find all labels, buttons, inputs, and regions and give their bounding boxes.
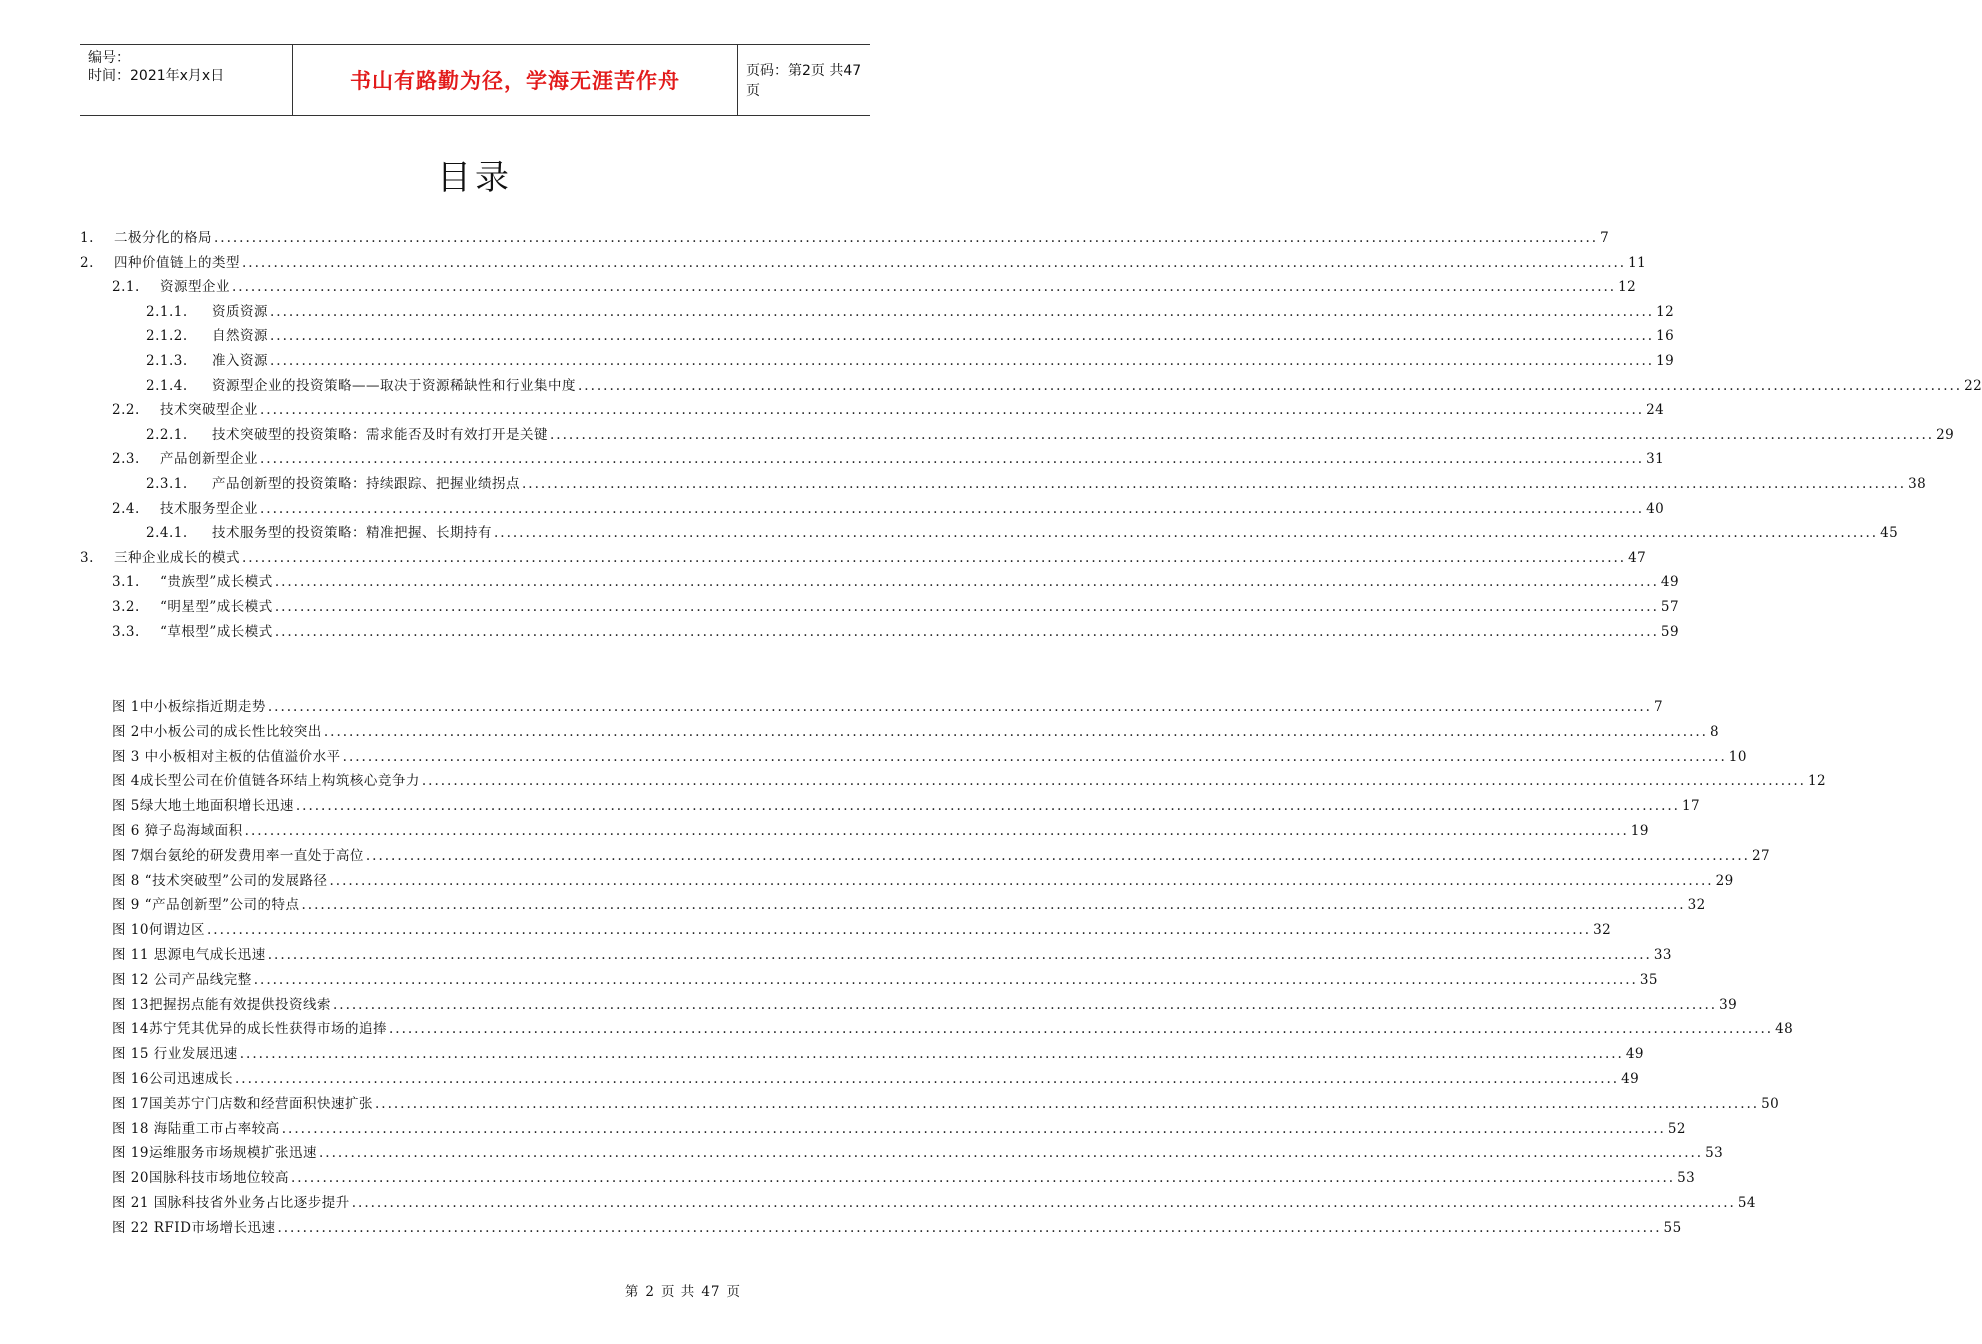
dot-leader: ............................................................................................................................................................................................................................ bbox=[267, 699, 1652, 715]
toc-entry-title: 技术突破型的投资策略：需求能否及时有效打开是关键 bbox=[212, 426, 548, 443]
toc-entry-number: 2.4. bbox=[112, 500, 140, 517]
toc-entry[interactable] bbox=[80, 275, 1637, 300]
toc-entry[interactable] bbox=[80, 300, 1675, 325]
figure-entry-page: 54 bbox=[1737, 1194, 1757, 1211]
toc-entry-title: “贵族型”成长模式 bbox=[160, 574, 273, 591]
figure-entry[interactable] bbox=[112, 1067, 1640, 1092]
toc-entry-title: 二极分化的格局 bbox=[114, 230, 212, 246]
figure-entry[interactable] bbox=[112, 819, 1649, 844]
toc-entry-page: 19 bbox=[1656, 352, 1675, 369]
toc-entry-page: 11 bbox=[1628, 254, 1647, 271]
figure-entry-page: 32 bbox=[1593, 922, 1612, 939]
figure-entry-title: 图 5绿大地土地面积增长迅速 bbox=[112, 798, 294, 815]
toc-entry-number: 2.1.3. bbox=[146, 352, 188, 369]
footer-page: 2 bbox=[645, 1284, 656, 1300]
figure-entry-page: 33 bbox=[1653, 946, 1673, 963]
toc-entry-page: 16 bbox=[1656, 328, 1675, 345]
figure-entry-page: 10 bbox=[1728, 748, 1747, 765]
toc-entry-title: 准入资源 bbox=[212, 352, 268, 369]
figure-entry[interactable] bbox=[112, 1092, 1780, 1117]
figure-entry-title: 图 17国美苏宁门店数和经营面积快速扩张 bbox=[112, 1095, 373, 1112]
figure-entry[interactable] bbox=[112, 720, 1720, 745]
figure-entry-title: 图 13把握拐点能有效提供投资线索 bbox=[112, 996, 331, 1013]
toc-entry-number: 2.1.2. bbox=[146, 328, 188, 345]
figure-entry-title: 图 12 公司产品线完整 bbox=[112, 971, 252, 988]
figure-entry-title: 图 10何谓边区 bbox=[112, 922, 205, 939]
figure-entry-title: 图 22 RFID市场增长迅速 bbox=[112, 1219, 276, 1236]
dot-leader: ............................................................................................................................................................................................................................ bbox=[281, 1120, 1666, 1137]
dot-leader: ............................................................................................................................................................................................................................ bbox=[242, 549, 1627, 566]
figure-entry[interactable] bbox=[112, 1141, 1724, 1166]
figure-entry[interactable] bbox=[112, 1117, 1687, 1142]
dot-leader: ............................................................................................................................................................................................................................ bbox=[295, 798, 1680, 815]
toc-entry-number: 2.3.1. bbox=[146, 475, 188, 492]
dot-leader: ............................................................................................................................................................................................................................ bbox=[351, 1194, 1736, 1211]
figure-entry[interactable] bbox=[112, 844, 1771, 869]
toc-entry-page: 45 bbox=[1880, 525, 1899, 542]
header-page-label: 页码：第2页 共47页 bbox=[746, 63, 862, 99]
dot-leader: ............................................................................................................................................................................................................................ bbox=[244, 822, 1629, 839]
figure-entry-title: 图 18 海陆重工市占率较高 bbox=[112, 1120, 280, 1137]
dot-leader: ............................................................................................................................................................................................................................ bbox=[253, 971, 1638, 988]
footer-mid: 页 共 bbox=[661, 1284, 696, 1300]
figure-entry-title: 图 16公司迅速成长 bbox=[112, 1070, 233, 1087]
toc-entry-number: 2.2.1. bbox=[146, 426, 188, 443]
toc-entry-title: “草根型”成长模式 bbox=[160, 623, 273, 640]
toc-entry-page: 40 bbox=[1646, 500, 1665, 517]
toc-entry-number: 1. bbox=[80, 230, 94, 246]
figure-entry-page: 19 bbox=[1630, 822, 1649, 839]
figure-entry[interactable] bbox=[112, 1017, 1794, 1042]
toc-entry[interactable] bbox=[80, 398, 1665, 423]
header-motto: 书山有路勤为径，学海无涯苦作舟 bbox=[292, 45, 738, 115]
toc-entry-page: 24 bbox=[1646, 402, 1665, 419]
toc-entry-title: 三种企业成长的模式 bbox=[114, 549, 240, 566]
footer-total: 47 bbox=[701, 1284, 721, 1300]
dot-leader: ............................................................................................................................................................................................................................ bbox=[550, 426, 1935, 443]
toc-entry[interactable] bbox=[80, 546, 1647, 571]
toc-entry-number: 3.1. bbox=[112, 574, 140, 591]
figure-entry-page: 49 bbox=[1625, 1046, 1645, 1063]
toc-entry-title: 产品创新型的投资策略：持续跟踪、把握业绩拐点 bbox=[212, 475, 520, 492]
toc-entry-title: 资质资源 bbox=[212, 303, 268, 320]
figure-entry-title: 图 6 獐子岛海域面积 bbox=[112, 822, 243, 839]
page-title: 目录 bbox=[437, 158, 513, 198]
dot-leader: ............................................................................................................................................................................................................................ bbox=[239, 1046, 1624, 1063]
figure-entry[interactable] bbox=[112, 745, 1747, 770]
figure-entry[interactable] bbox=[112, 769, 1827, 794]
figure-entry-page: 17 bbox=[1681, 798, 1701, 815]
dot-leader: ............................................................................................................................................................................................................................ bbox=[206, 922, 1592, 939]
dot-leader: ............................................................................................................................................................................................................................ bbox=[260, 500, 1645, 517]
figure-entry-page: 27 bbox=[1751, 847, 1771, 864]
figure-entry-page: 55 bbox=[1663, 1219, 1682, 1236]
dot-leader: ............................................................................................................................................................................................................................ bbox=[342, 748, 1727, 765]
toc-entry-number: 2.4.1. bbox=[146, 525, 188, 542]
figure-entry[interactable] bbox=[112, 1042, 1645, 1067]
dot-leader: ............................................................................................................................................................................................................................ bbox=[301, 897, 1686, 914]
figure-entry-title: 图 2中小板公司的成长性比较突出 bbox=[112, 723, 322, 740]
dot-leader: ............................................................................................................................................................................................................................ bbox=[578, 377, 1963, 394]
figure-entry[interactable] bbox=[112, 893, 1706, 918]
toc-entry-title: “明星型”成长模式 bbox=[160, 598, 273, 615]
figure-entry-page: 29 bbox=[1715, 872, 1734, 889]
figure-entry-title: 图 9 “产品创新型”公司的特点 bbox=[112, 897, 300, 914]
dot-leader: ............................................................................................................................................................................................................................ bbox=[234, 1070, 1620, 1087]
header-meta bbox=[80, 45, 292, 115]
figure-list bbox=[112, 695, 1827, 1241]
toc-entry-page: 57 bbox=[1660, 598, 1680, 615]
toc-entry-title: 资源型企业的投资策略——取决于资源稀缺性和行业集中度 bbox=[212, 377, 576, 394]
toc-entry-number: 2.1. bbox=[112, 279, 140, 296]
toc-entry-number: 2.2. bbox=[112, 402, 140, 419]
toc-entry[interactable] bbox=[80, 570, 1680, 595]
toc-entry-title: 资源型企业 bbox=[160, 279, 230, 296]
dot-leader: ............................................................................................................................................................................................................................ bbox=[274, 623, 1659, 640]
dot-leader: ............................................................................................................................................................................................................................ bbox=[267, 946, 1652, 963]
dot-leader: ............................................................................................................................................................................................................................ bbox=[270, 352, 1655, 369]
dot-leader: ............................................................................................................................................................................................................................ bbox=[374, 1095, 1760, 1112]
figure-entry-title: 图 19运维服务市场规模扩张迅速 bbox=[112, 1145, 317, 1162]
page-footer bbox=[0, 1280, 950, 1300]
toc-entry[interactable] bbox=[80, 595, 1680, 620]
figure-entry-page: 32 bbox=[1687, 897, 1706, 914]
figure-entry-page: 53 bbox=[1677, 1170, 1696, 1187]
figure-entry-title: 图 7烟台氨纶的研发费用率一直处于高位 bbox=[112, 847, 364, 864]
toc-entry-number: 3.3. bbox=[112, 623, 140, 640]
figure-entry-page: 8 bbox=[1709, 723, 1720, 740]
dot-leader: ............................................................................................................................................................................................................................ bbox=[494, 525, 1879, 542]
figure-entry-title: 图 1中小板综指近期走势 bbox=[112, 699, 266, 715]
figure-entry-page: 7 bbox=[1653, 699, 1664, 715]
toc-entry-page: 47 bbox=[1628, 549, 1647, 566]
toc-entry-page: 12 bbox=[1656, 303, 1675, 320]
dot-leader: ............................................................................................................................................................................................................................ bbox=[270, 328, 1655, 345]
dot-leader: ............................................................................................................................................................................................................................ bbox=[318, 1145, 1704, 1162]
toc-entry-page: 49 bbox=[1660, 574, 1680, 591]
figure-entry-page: 12 bbox=[1807, 773, 1827, 790]
dot-leader: ............................................................................................................................................................................................................................ bbox=[323, 723, 1708, 740]
toc-entry[interactable] bbox=[80, 374, 1982, 399]
figure-entry-title: 图 11 思源电气成长迅速 bbox=[112, 946, 266, 963]
dot-leader: ............................................................................................................................................................................................................................ bbox=[260, 451, 1645, 468]
figure-entry-page: 50 bbox=[1761, 1095, 1780, 1112]
toc-entry-number: 3. bbox=[80, 549, 94, 566]
toc-entry-title: 四种价值链上的类型 bbox=[114, 254, 240, 271]
dot-leader: ............................................................................................................................................................................................................................ bbox=[277, 1219, 1662, 1236]
toc-entry[interactable] bbox=[80, 521, 1899, 546]
figure-entry-page: 49 bbox=[1621, 1070, 1640, 1087]
toc-entry-page: 7 bbox=[1600, 230, 1610, 246]
figure-entry[interactable] bbox=[112, 993, 1738, 1018]
dot-leader: ............................................................................................................................................................................................................................ bbox=[242, 254, 1627, 271]
toc-entry[interactable] bbox=[80, 226, 1610, 251]
toc-entry-number: 2.3. bbox=[112, 451, 140, 468]
footer-prefix: 第 bbox=[624, 1284, 640, 1300]
dot-leader: ............................................................................................................................................................................................................................ bbox=[270, 303, 1655, 320]
figure-entry[interactable] bbox=[112, 695, 1664, 720]
page-header bbox=[80, 44, 870, 116]
dot-leader: ............................................................................................................................................................................................................................ bbox=[214, 230, 1599, 246]
figure-entry[interactable] bbox=[112, 794, 1701, 819]
dot-leader: ............................................................................................................................................................................................................................ bbox=[260, 402, 1645, 419]
figure-entry[interactable] bbox=[112, 869, 1734, 894]
figure-entry-title: 图 3 中小板相对主板的估值溢价水平 bbox=[112, 748, 341, 765]
dot-leader: ............................................................................................................................................................................................................................ bbox=[290, 1170, 1676, 1187]
toc-entry-title: 技术服务型企业 bbox=[160, 500, 258, 517]
toc-entry[interactable] bbox=[80, 324, 1675, 349]
figure-entry[interactable] bbox=[112, 968, 1659, 993]
dot-leader: ............................................................................................................................................................................................................................ bbox=[388, 1021, 1774, 1038]
toc-entry-title: 技术服务型的投资策略：精准把握、长期持有 bbox=[212, 525, 492, 542]
figure-entry-page: 52 bbox=[1667, 1120, 1687, 1137]
figure-entry[interactable] bbox=[112, 943, 1673, 968]
toc-entry-page: 12 bbox=[1618, 279, 1637, 296]
figure-entry-page: 39 bbox=[1719, 996, 1738, 1013]
toc-entry-page: 31 bbox=[1646, 451, 1665, 468]
figure-entry-page: 35 bbox=[1639, 971, 1659, 988]
figure-entry-page: 53 bbox=[1705, 1145, 1724, 1162]
toc-entry[interactable] bbox=[80, 423, 1955, 448]
toc-entry[interactable] bbox=[80, 251, 1647, 276]
toc-entry[interactable] bbox=[80, 349, 1675, 374]
figure-entry[interactable] bbox=[112, 1216, 1682, 1241]
dot-leader: ............................................................................................................................................................................................................................ bbox=[274, 598, 1659, 615]
footer-suffix: 页 bbox=[726, 1284, 741, 1300]
dot-leader: ............................................................................................................................................................................................................................ bbox=[421, 773, 1806, 790]
toc-entry-page: 22 bbox=[1964, 377, 1982, 394]
dot-leader: ............................................................................................................................................................................................................................ bbox=[329, 872, 1714, 889]
figure-entry[interactable] bbox=[112, 1191, 1757, 1216]
toc-entry-number: 2.1.1. bbox=[146, 303, 188, 320]
toc-entry[interactable] bbox=[80, 620, 1680, 645]
table-of-contents bbox=[80, 226, 1982, 644]
toc-entry[interactable] bbox=[80, 472, 1927, 497]
figure-entry[interactable] bbox=[112, 918, 1612, 943]
toc-entry-page: 29 bbox=[1936, 426, 1955, 443]
dot-leader: ............................................................................................................................................................................................................................ bbox=[332, 996, 1718, 1013]
figure-entry[interactable] bbox=[112, 1166, 1696, 1191]
toc-entry-page: 59 bbox=[1660, 623, 1680, 640]
toc-entry-number: 3.2. bbox=[112, 598, 140, 615]
figure-entry-title: 图 4成长型公司在价值链各环结上构筑核心竞争力 bbox=[112, 773, 420, 790]
dot-leader: ............................................................................................................................................................................................................................ bbox=[274, 574, 1659, 591]
toc-entry-number: 2. bbox=[80, 254, 94, 271]
toc-entry-page: 38 bbox=[1908, 475, 1927, 492]
figure-entry-title: 图 21 国脉科技省外业务占比逐步提升 bbox=[112, 1194, 350, 1211]
figure-entry-page: 48 bbox=[1775, 1021, 1794, 1038]
toc-entry[interactable] bbox=[80, 447, 1665, 472]
toc-entry-title: 自然资源 bbox=[212, 328, 268, 345]
dot-leader: ............................................................................................................................................................................................................................ bbox=[522, 475, 1907, 492]
time-label: 时间：2021年x月x日 bbox=[88, 68, 225, 84]
toc-entry-number: 2.1.4. bbox=[146, 377, 188, 394]
code-label: 编号： bbox=[88, 50, 130, 66]
figure-entry-title: 图 8 “技术突破型”公司的发展路径 bbox=[112, 872, 328, 889]
dot-leader: ............................................................................................................................................................................................................................ bbox=[365, 847, 1750, 864]
toc-entry[interactable] bbox=[80, 497, 1665, 522]
toc-entry-title: 产品创新型企业 bbox=[160, 451, 258, 468]
figure-entry-title: 图 15 行业发展迅速 bbox=[112, 1046, 238, 1063]
figure-entry-title: 图 20国脉科技市场地位较高 bbox=[112, 1170, 289, 1187]
toc-entry-title: 技术突破型企业 bbox=[160, 402, 258, 419]
dot-leader: ............................................................................................................................................................................................................................ bbox=[232, 279, 1617, 296]
figure-entry-title: 图 14苏宁凭其优异的成长性获得市场的追捧 bbox=[112, 1021, 387, 1038]
